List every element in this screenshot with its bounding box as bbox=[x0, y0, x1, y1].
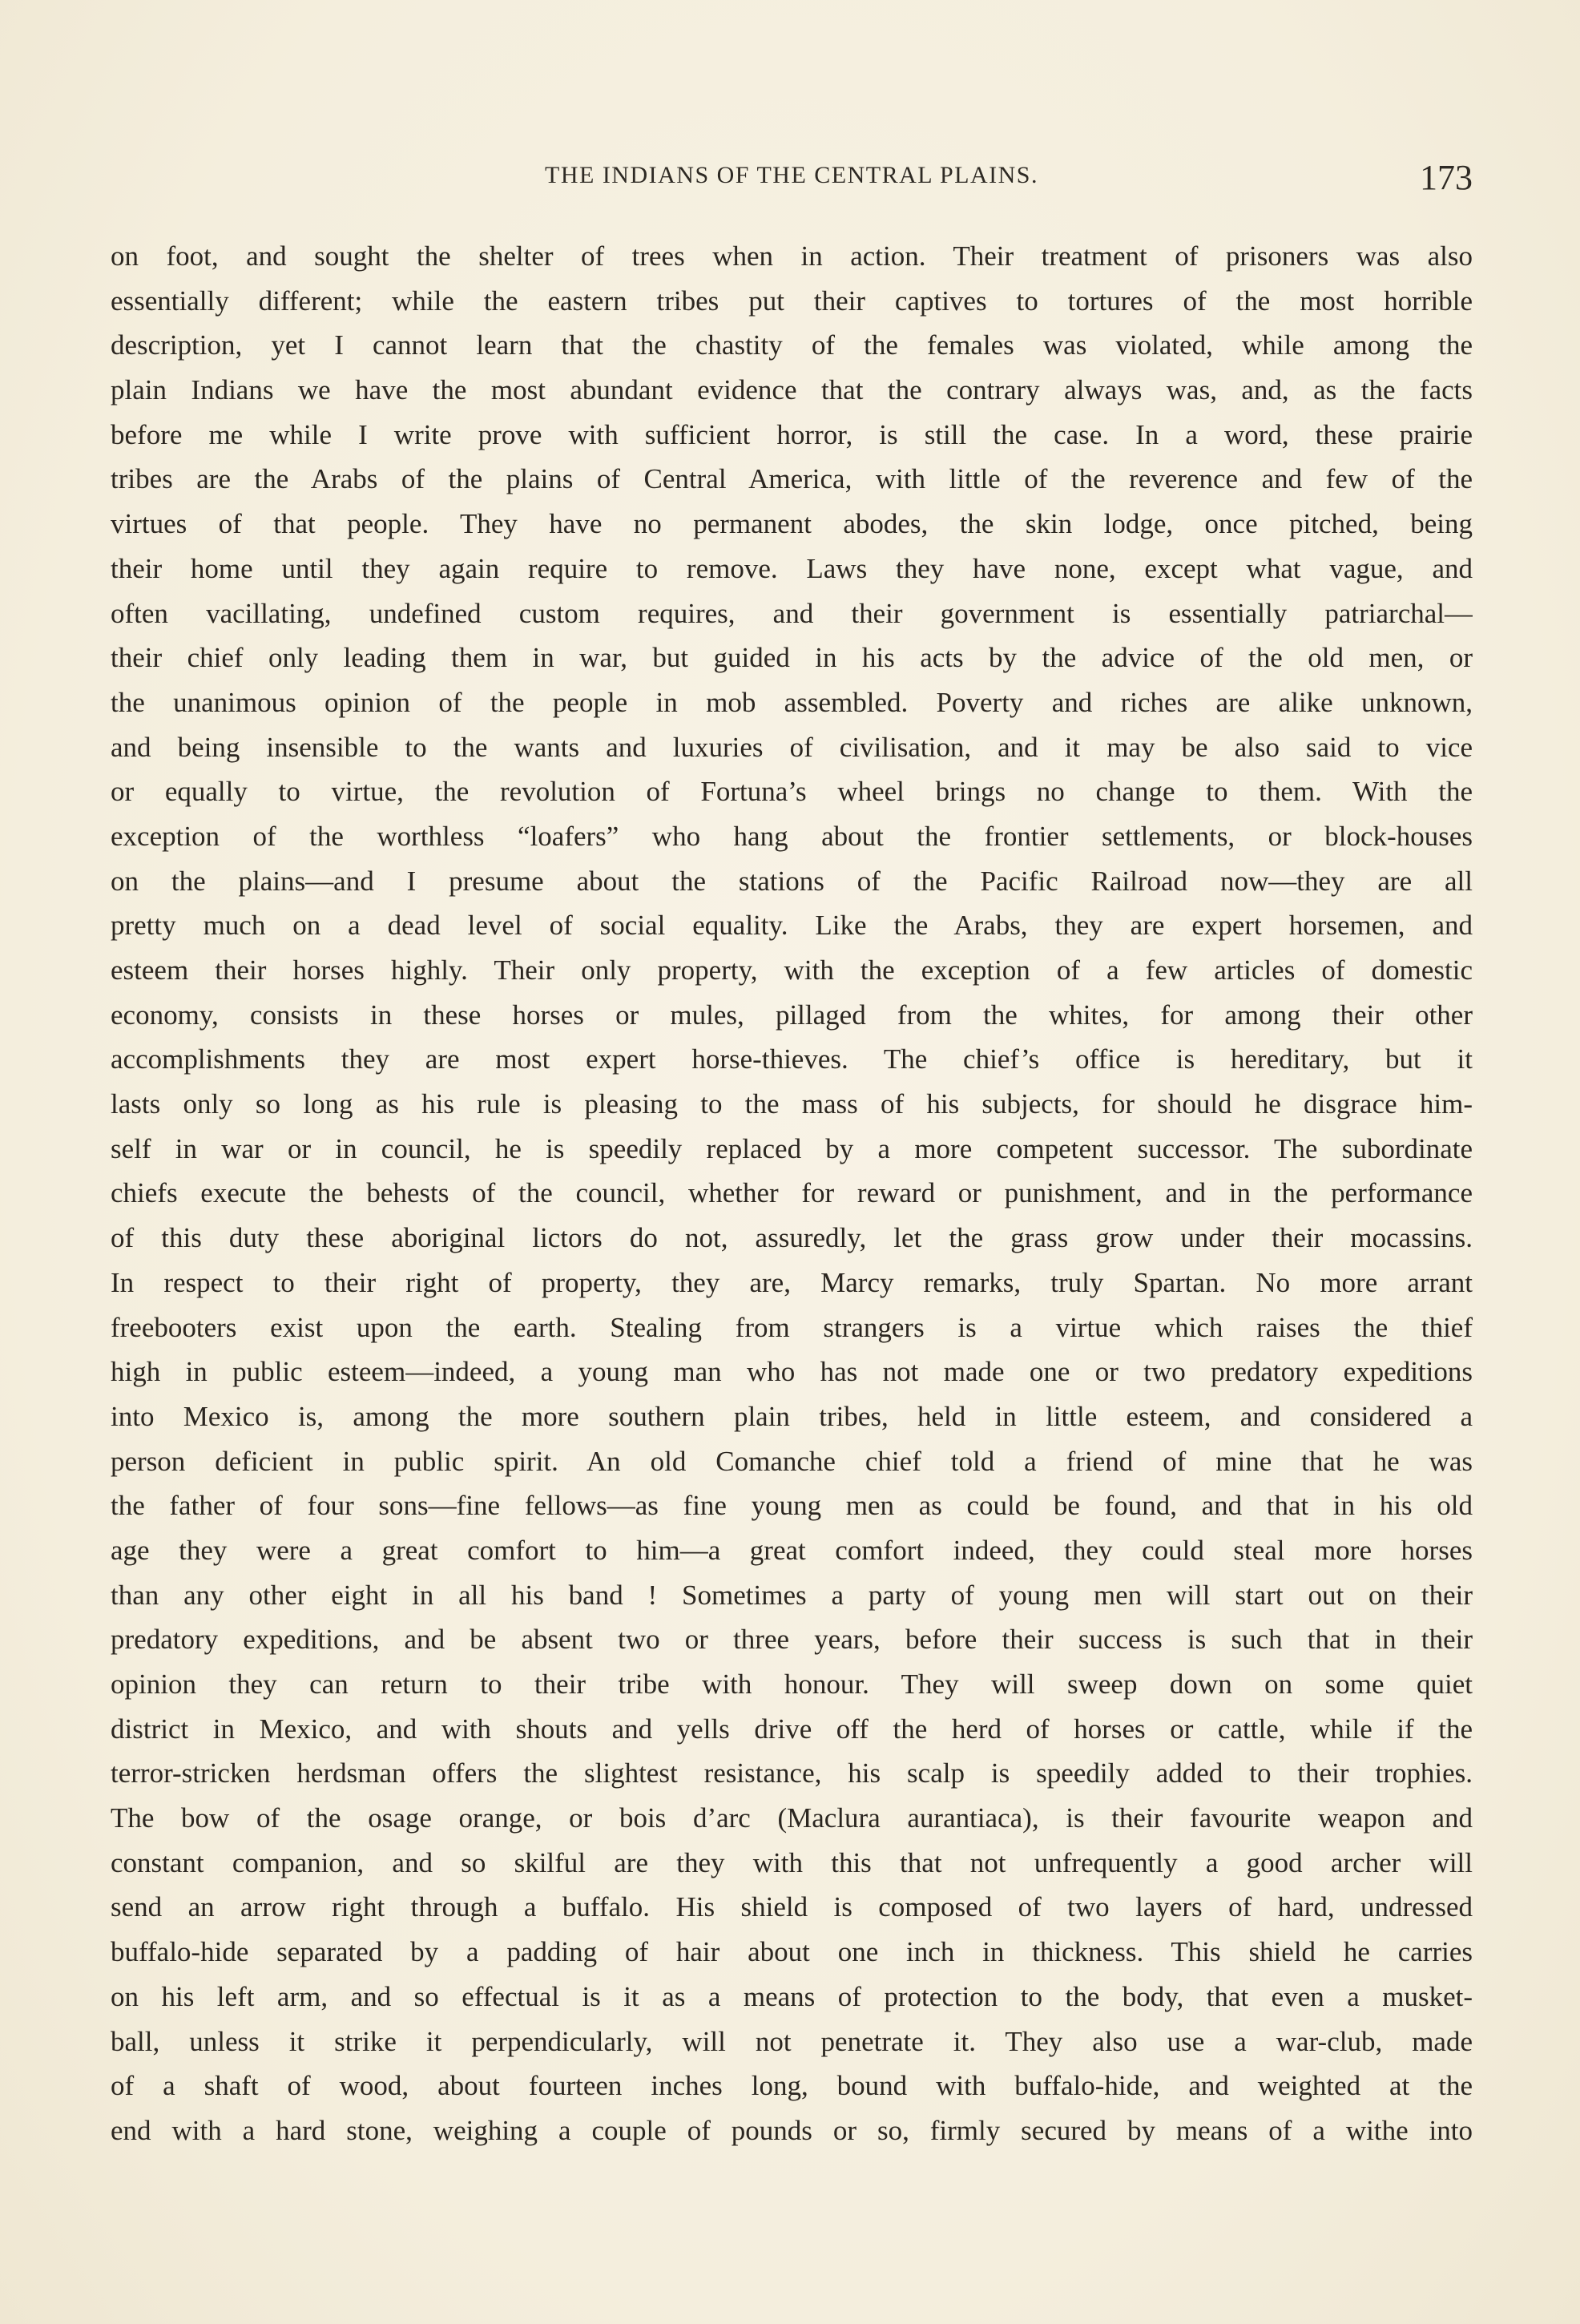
text-line bbox=[111, 725, 1473, 770]
text-line-content: their home until they again require to remove. Laws they have none, except what vague, and bbox=[111, 552, 1473, 584]
text-line bbox=[111, 323, 1473, 368]
text-line-content: pretty much on a dead level of social equality. Like the Arabs, they are expert horsemen, and bbox=[111, 910, 1473, 942]
text-line bbox=[111, 859, 1473, 904]
text-line-content: on the plains—and I presume about the stations of the Pacific Railroad now—they are all bbox=[111, 865, 1473, 897]
text-line bbox=[111, 1216, 1473, 1261]
text-line bbox=[111, 1841, 1473, 1886]
text-line bbox=[111, 635, 1473, 680]
text-line bbox=[111, 1885, 1473, 1930]
text-line-content: plain Indians we have the most abundant evidence that the contrary always was, and, as the facts bbox=[111, 374, 1473, 406]
text-line-content: and being insensible to the wants and luxuries of civilisation, and it may be also said to vice bbox=[111, 731, 1473, 763]
text-line-content: In respect to their right of property, they are, Marcy remarks, truly Spartan. No more arrant bbox=[111, 1266, 1473, 1298]
text-line-content: send an arrow right through a buffalo. His shield is composed of two layers of hard, undressed bbox=[111, 1891, 1473, 1923]
text-line bbox=[111, 769, 1473, 814]
text-line-content: of a shaft of wood, about fourteen inches long, bound with buffalo-hide, and weighted at the bbox=[111, 2070, 1473, 2102]
text-line-content: or equally to virtue, the revolution of Fortuna’s wheel brings no change to them. With the bbox=[111, 776, 1473, 808]
text-line bbox=[111, 1261, 1473, 1305]
text-line bbox=[111, 814, 1473, 859]
text-line bbox=[111, 1617, 1473, 1662]
text-line bbox=[111, 1305, 1473, 1350]
text-line-content: person deficient in public spirit. An old Comanche chief told a friend of mine that he was bbox=[111, 1445, 1473, 1477]
text-line-content: into Mexico is, among the more southern plain tribes, held in little esteem, and considered a bbox=[111, 1400, 1473, 1432]
text-line-content: age they were a great comfort to him—a great comfort indeed, they could steal more horses bbox=[111, 1534, 1473, 1566]
text-line-content: on foot, and sought the shelter of trees when in action. Their treatment of prisoners was also bbox=[111, 240, 1473, 272]
text-line-content: often vacillating, undefined custom requires, and their government is essentially patriarchal— bbox=[111, 597, 1473, 629]
text-line-content: the father of four sons—fine fellows—as fine young men as could be found, and that in his old bbox=[111, 1490, 1473, 1522]
text-line-content: virtues of that people. They have no permanent abodes, the skin lodge, once pitched, being bbox=[111, 508, 1473, 540]
text-line bbox=[111, 279, 1473, 324]
text-line bbox=[111, 1573, 1473, 1618]
text-line-content: predatory expeditions, and be absent two or three years, before their success is such that in their bbox=[111, 1624, 1473, 1656]
text-line bbox=[111, 502, 1473, 547]
text-line-content: on his left arm, and so effectual is it as a means of protection to the body, that even a musket- bbox=[111, 1980, 1473, 2012]
text-line-content: esteem their horses highly. Their only property, with the exception of a few articles of domestic bbox=[111, 954, 1473, 986]
text-line bbox=[111, 2064, 1473, 2108]
text-line-content: freebooters exist upon the earth. Stealing from strangers is a virtue which raises the thief bbox=[111, 1311, 1473, 1343]
running-head bbox=[111, 157, 1473, 197]
text-line-content: lasts only so long as his rule is pleasing to the mass of his subjects, for should he disgrace him- bbox=[111, 1088, 1473, 1120]
text-line-content: than any other eight in all his band ! Sometimes a party of young men will start out on their bbox=[111, 1579, 1473, 1611]
text-line bbox=[111, 680, 1473, 725]
text-line bbox=[111, 1796, 1473, 1841]
text-line bbox=[111, 948, 1473, 993]
text-line bbox=[111, 1662, 1473, 1707]
text-line bbox=[111, 2108, 1473, 2153]
text-line-content: chiefs execute the behests of the council, whether for reward or punishment, and in the performance bbox=[111, 1177, 1473, 1209]
text-line bbox=[111, 1439, 1473, 1484]
running-title: THE INDIANS OF THE CENTRAL PLAINS. bbox=[545, 162, 1038, 188]
text-line-content: self in war or in council, he is speedily replaced by a more competent successor. The subordinate bbox=[111, 1132, 1473, 1164]
text-line-content: The bow of the osage orange, or bois d’arc (Maclura aurantiaca), is their favourite weapon and bbox=[111, 1802, 1473, 1834]
text-line bbox=[111, 2019, 1473, 2064]
text-line-content: exception of the worthless “loafers” who hang about the frontier settlements, or block-houses bbox=[111, 820, 1473, 852]
text-line-content: description, yet I cannot learn that the chastity of the females was violated, while among the bbox=[111, 329, 1473, 361]
text-line bbox=[111, 591, 1473, 636]
text-line bbox=[111, 547, 1473, 591]
text-line-content: high in public esteem—indeed, a young man who has not made one or two predatory expeditions bbox=[111, 1356, 1473, 1388]
text-line-content: essentially different; while the eastern tribes put their captives to tortures of the most horrible bbox=[111, 284, 1473, 317]
text-line bbox=[111, 1528, 1473, 1573]
text-line bbox=[111, 457, 1473, 502]
text-line bbox=[111, 1037, 1473, 1082]
text-line bbox=[111, 1707, 1473, 1752]
text-line bbox=[111, 1171, 1473, 1216]
text-line-content: the unanimous opinion of the people in mob assembled. Poverty and riches are alike unknown, bbox=[111, 686, 1473, 718]
text-line-content: economy, consists in these horses or mules, pillaged from the whites, for among their other bbox=[111, 999, 1473, 1031]
text-line bbox=[111, 1394, 1473, 1439]
text-line-content: district in Mexico, and with shouts and yells drive off the herd of horses or cattle, while if the bbox=[111, 1713, 1473, 1745]
text-line-content: before me while I write prove with sufficient horror, is still the case. In a word, these prairie bbox=[111, 418, 1473, 450]
text-line bbox=[111, 234, 1473, 279]
text-line-content: of this duty these aboriginal lictors do not, assuredly, let the grass grow under their mocassins. bbox=[111, 1222, 1473, 1254]
text-line bbox=[111, 1350, 1473, 1394]
text-line bbox=[111, 1930, 1473, 1975]
text-line bbox=[111, 413, 1473, 458]
text-line-content: accomplishments they are most expert horse-thieves. The chief’s office is hereditary, but it bbox=[111, 1043, 1473, 1075]
text-line-content: their chief only leading them in war, but guided in his acts by the advice of the old men, or bbox=[111, 642, 1473, 674]
page-number: 173 bbox=[1420, 158, 1473, 197]
text-line-content: tribes are the Arabs of the plains of Central America, with little of the reverence and few of the bbox=[111, 463, 1473, 495]
text-line bbox=[111, 1751, 1473, 1796]
text-line bbox=[111, 903, 1473, 948]
text-line bbox=[111, 1483, 1473, 1528]
text-line-content: opinion they can return to their tribe with honour. They will sweep down on some quiet bbox=[111, 1668, 1473, 1700]
text-line bbox=[111, 993, 1473, 1038]
text-line bbox=[111, 368, 1473, 413]
text-line bbox=[111, 1127, 1473, 1172]
text-line-content: constant companion, and so skilful are they with this that not unfrequently a good archer will bbox=[111, 1846, 1473, 1878]
text-line-content: terror-stricken herdsman offers the slightest resistance, his scalp is speedily added to their trophies. bbox=[111, 1757, 1473, 1789]
text-line bbox=[111, 1975, 1473, 2019]
text-line-content: end with a hard stone, weighing a couple of pounds or so, firmly secured by means of a withe into bbox=[111, 2114, 1473, 2146]
text-line bbox=[111, 1082, 1473, 1127]
text-line-content: buffalo-hide separated by a padding of hair about one inch in thickness. This shield he carries bbox=[111, 1936, 1473, 1968]
body-text bbox=[111, 234, 1473, 2153]
text-line-content: ball, unless it strike it perpendicularly, will not penetrate it. They also use a war-club, made bbox=[111, 2025, 1473, 2057]
